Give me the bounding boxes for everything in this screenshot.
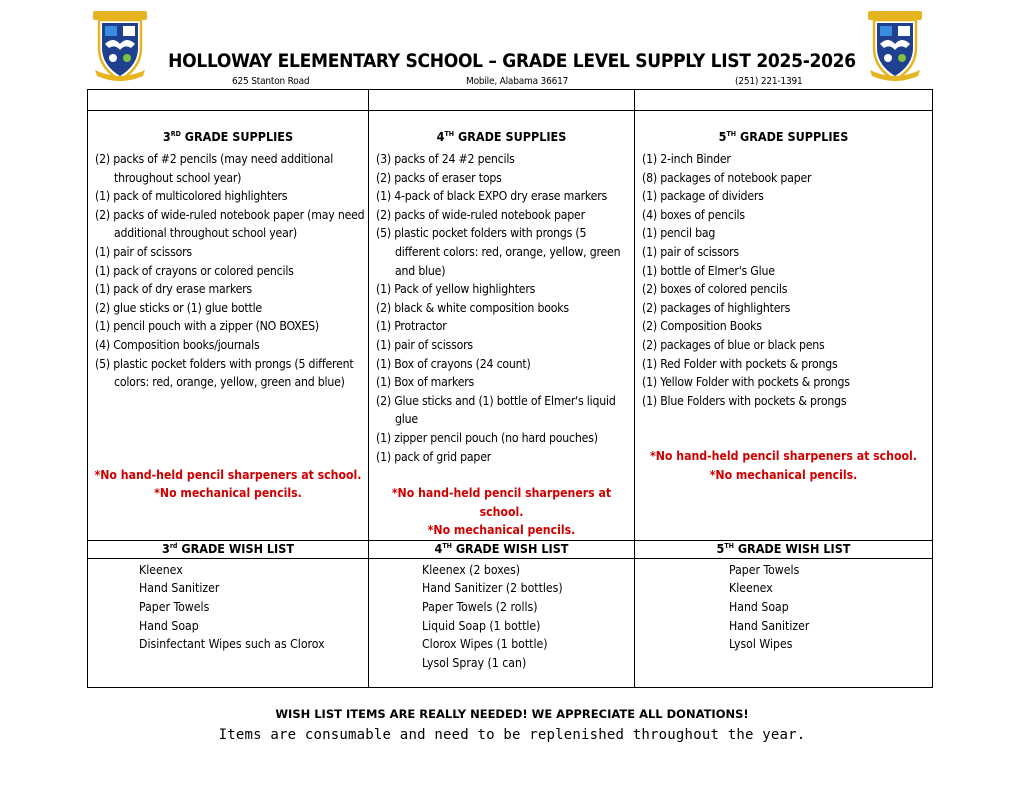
grade-3-wish-heading: 3rd GRADE WISH LIST bbox=[88, 540, 369, 558]
footer-note: Items are consumable and need to be replenished throughout the year. bbox=[218, 727, 806, 743]
list-item: Lysol Wipes bbox=[729, 637, 793, 652]
blank-row bbox=[88, 90, 933, 111]
list-item: (1) pencil pouch with a zipper (NO BOXES) bbox=[95, 319, 319, 334]
list-item: (5) plastic pocket folders with prongs (5 different colors: red, orange, yellow, green and blue) bbox=[95, 356, 354, 390]
grade-4-supply-list bbox=[369, 148, 634, 466]
list-item: (2) packs of #2 pencils (may need additional throughout school year) bbox=[95, 152, 334, 185]
grade-5-wish-cell bbox=[635, 558, 933, 687]
list-item: (1) pack of dry erase markers bbox=[95, 282, 252, 297]
list-item: (1) package of dividers bbox=[642, 189, 764, 204]
list-item: Hand Sanitizer (2 bottles) bbox=[422, 581, 563, 596]
list-item: (1) pack of multicolored highlighters bbox=[95, 189, 288, 204]
list-item: Kleenex bbox=[139, 562, 183, 577]
list-item: Hand Soap bbox=[139, 618, 199, 633]
list-item: (2) glue sticks or (1) glue bottle bbox=[95, 300, 262, 315]
list-item: (2) packs of wide-ruled notebook paper bbox=[376, 207, 585, 222]
grade-3-note-sharpeners: *No hand-held pencil sharpeners at school. bbox=[94, 467, 362, 482]
list-item: (3) packs of 24 #2 pencils bbox=[376, 152, 515, 166]
list-item: (2) black & white composition books bbox=[376, 300, 569, 315]
list-item: (1) Red Folder with pockets & prongs bbox=[642, 356, 838, 371]
list-item: (1) Protractor bbox=[376, 319, 447, 334]
grade-3-note-mechanical: *No mechanical pencils. bbox=[154, 486, 302, 501]
supply-list-table bbox=[87, 89, 933, 688]
grade-5-supply-list bbox=[635, 148, 932, 410]
list-item: Liquid Soap (1 bottle) bbox=[422, 618, 541, 633]
list-item: (1) Blue Folders with pockets & prongs bbox=[642, 393, 847, 408]
grade-3-wish-list bbox=[88, 559, 368, 654]
list-item: (5) plastic pocket folders with prongs (5 different colors: red, orange, yellow, green and blue) bbox=[376, 226, 621, 278]
list-item: (2) packs of eraser tops bbox=[376, 170, 502, 185]
school-phone: (251) 221-1391 bbox=[735, 76, 803, 87]
list-item: (4) Composition books/journals bbox=[95, 337, 260, 352]
list-item: Kleenex (2 boxes) bbox=[422, 562, 521, 577]
list-item: (8) packages of notebook paper bbox=[642, 170, 812, 185]
list-item: Paper Towels (2 rolls) bbox=[422, 600, 538, 615]
list-item: Clorox Wipes (1 bottle) bbox=[422, 637, 548, 652]
list-item: (1) Box of markers bbox=[376, 375, 475, 390]
grade-4-note-sharpeners: *No hand-held pencil sharpeners at school. bbox=[391, 486, 612, 519]
grade-4-supplies-heading: 4TH GRADE SUPPLIES bbox=[436, 129, 567, 144]
list-item: (1) zipper pencil pouch (no hard pouches) bbox=[376, 430, 598, 445]
list-item: (2) packages of highlighters bbox=[642, 300, 791, 315]
list-item: (2) boxes of colored pencils bbox=[642, 282, 788, 297]
list-item: Hand Soap bbox=[729, 600, 789, 615]
school-address: 625 Stanton Road bbox=[232, 76, 310, 87]
grade-4-note-mechanical: *No mechanical pencils. bbox=[427, 523, 576, 538]
school-crest-logo-left bbox=[91, 8, 149, 84]
page-title: HOLLOWAY ELEMENTARY SCHOOL – GRADE LEVEL SUPPLY LIST 2025-2026 bbox=[168, 50, 856, 72]
grade-4-wish-heading: 4TH GRADE WISH LIST bbox=[369, 540, 635, 558]
grade-5-note-mechanical: *No mechanical pencils. bbox=[709, 467, 858, 482]
list-item: Kleenex bbox=[729, 581, 773, 596]
supplies-row bbox=[88, 111, 933, 541]
wish-heading-row bbox=[88, 540, 933, 558]
grade-4-wish-cell bbox=[369, 558, 635, 687]
list-item: (1) bottle of Elmer's Glue bbox=[642, 263, 775, 278]
list-item: (2) packs of wide-ruled notebook paper (may need additional throughout school year) bbox=[95, 207, 365, 241]
grade-5-note-sharpeners: *No hand-held pencil sharpeners at school. bbox=[650, 449, 917, 464]
list-item: (1) pack of grid paper bbox=[376, 449, 492, 464]
grade-5-column bbox=[635, 111, 933, 541]
list-item: (1) pair of scissors bbox=[376, 337, 473, 352]
list-item: (1) 2-inch Binder bbox=[642, 152, 731, 166]
list-item: (1) 4-pack of black EXPO dry erase markers bbox=[376, 189, 608, 204]
list-item: Hand Sanitizer bbox=[729, 618, 810, 633]
list-item: (1) Box of crayons (24 count) bbox=[376, 356, 531, 371]
list-item: Hand Sanitizer bbox=[139, 581, 220, 596]
list-item: (2) packages of blue or black pens bbox=[642, 337, 825, 352]
school-crest-logo-right bbox=[866, 8, 924, 84]
grade-4-column bbox=[369, 111, 635, 541]
list-item: Lysol Spray (1 can) bbox=[422, 655, 527, 670]
list-item: (1) Pack of yellow highlighters bbox=[376, 282, 536, 297]
list-item: (1) pencil bag bbox=[642, 226, 716, 241]
grade-5-wish-list bbox=[635, 559, 932, 654]
list-item: (2) Glue sticks and (1) bottle of Elmer's liquid glue bbox=[376, 393, 616, 427]
grade-3-wish-cell bbox=[88, 558, 369, 687]
grade-3-column bbox=[88, 111, 369, 541]
list-item: (4) boxes of pencils bbox=[642, 207, 745, 222]
grade-5-supplies-heading: 5TH GRADE SUPPLIES bbox=[718, 129, 849, 144]
grade-4-wish-list bbox=[369, 559, 634, 673]
list-item: (2) Composition Books bbox=[642, 319, 762, 334]
list-item: (1) Yellow Folder with pockets & prongs bbox=[642, 375, 850, 390]
school-city: Mobile, Alabama 36617 bbox=[466, 76, 569, 87]
list-item: (1) pair of scissors bbox=[95, 244, 192, 259]
list-item: (1) pair of scissors bbox=[642, 244, 739, 259]
grade-3-supplies-heading: 3RD GRADE SUPPLIES bbox=[162, 129, 294, 144]
footer-appeal: WISH LIST ITEMS ARE REALLY NEEDED! WE APPRECIATE ALL DONATIONS! bbox=[275, 707, 749, 721]
grade-3-supply-list bbox=[88, 148, 368, 392]
list-item: Paper Towels bbox=[139, 600, 210, 615]
wish-list-row bbox=[88, 558, 933, 687]
list-item: (1) pack of crayons or colored pencils bbox=[95, 263, 294, 278]
grade-5-wish-heading: 5TH GRADE WISH LIST bbox=[635, 540, 933, 558]
list-item: Paper Towels bbox=[729, 562, 800, 577]
list-item: Disinfectant Wipes such as Clorox bbox=[139, 637, 325, 652]
